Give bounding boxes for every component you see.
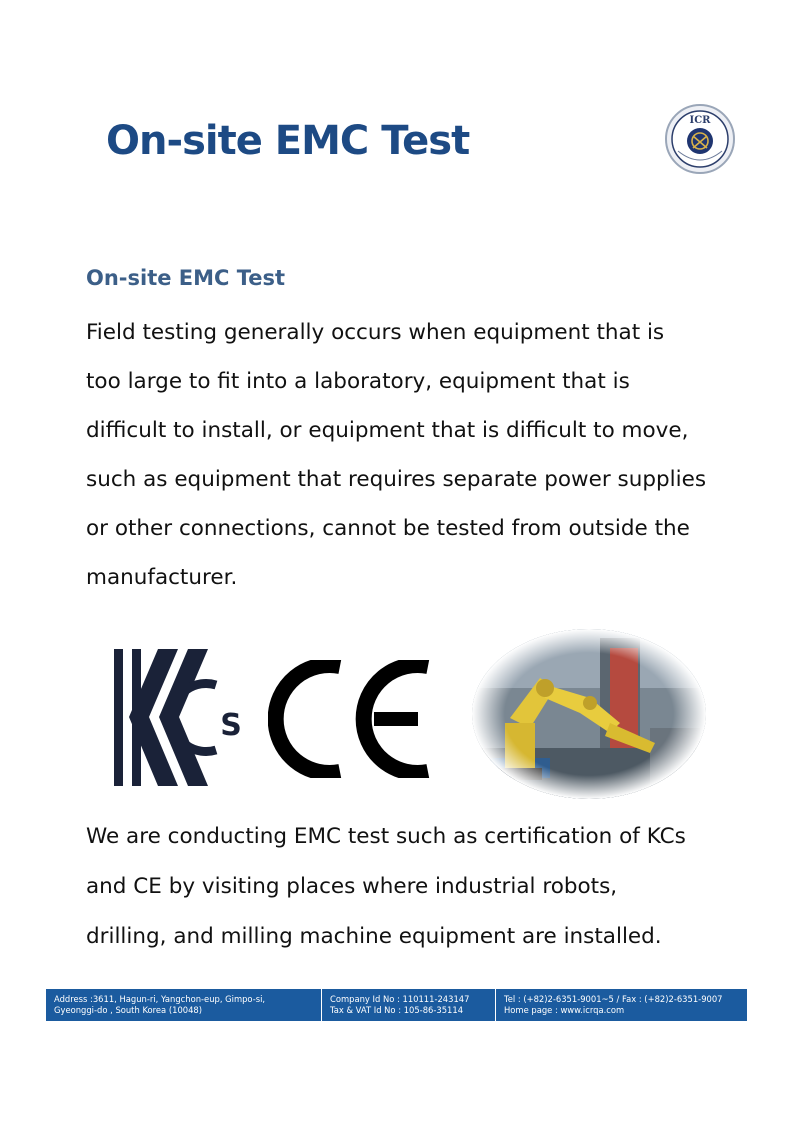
services-paragraph	[86, 812, 726, 962]
paragraph-line: too large to fit into a laboratory, equipment that is	[86, 369, 630, 394]
paragraph-line: difficult to install, or equipment that is difficult to move,	[86, 418, 689, 443]
section-heading: On-site EMC Test	[86, 266, 286, 290]
paragraph-line: such as equipment that requires separate power supplies	[86, 467, 707, 492]
paragraph-line: manufacturer.	[86, 565, 238, 590]
address-line: Gyeonggi-do , South Korea (10048)	[54, 1005, 203, 1015]
paragraph-line: drilling, and milling machine equipment are installed.	[86, 924, 662, 949]
footer-address	[46, 989, 321, 1021]
company-id: Company Id No : 110111-243147	[330, 994, 470, 1004]
footer-company-ids	[321, 989, 495, 1021]
paragraph-line: or other connections, cannot be tested from outside the	[86, 516, 690, 541]
kcs-certification-mark	[110, 645, 245, 790]
logo-text: ICR	[689, 115, 711, 126]
address-line: Address :3611, Hagun-ri, Yangchon-eup, Gimpo-si,	[54, 994, 266, 1004]
icr-emblem-icon	[664, 103, 736, 175]
svg-text:S: S	[220, 708, 242, 743]
industrial-robot-photo	[470, 628, 708, 800]
tel-fax: Tel : (+82)2-6351-9001~5 / Fax : (+82)2-6351-9007	[504, 994, 723, 1004]
footer-bar	[46, 989, 747, 1021]
tax-id: Tax & VAT Id No : 105-86-35114	[330, 1005, 464, 1015]
footer-contact	[495, 989, 747, 1021]
intro-paragraph	[86, 308, 726, 602]
paragraph-line: Field testing generally occurs when equipment that is	[86, 320, 665, 345]
paragraph-line: and CE by visiting places where industrial robots,	[86, 874, 618, 899]
ce-certification-mark	[268, 660, 433, 778]
page-title: On-site EMC Test	[106, 118, 470, 164]
paragraph-line: We are conducting EMC test such as certification of KCs	[86, 824, 686, 849]
homepage-link[interactable]: Home page : www.icrqa.com	[504, 1005, 625, 1015]
